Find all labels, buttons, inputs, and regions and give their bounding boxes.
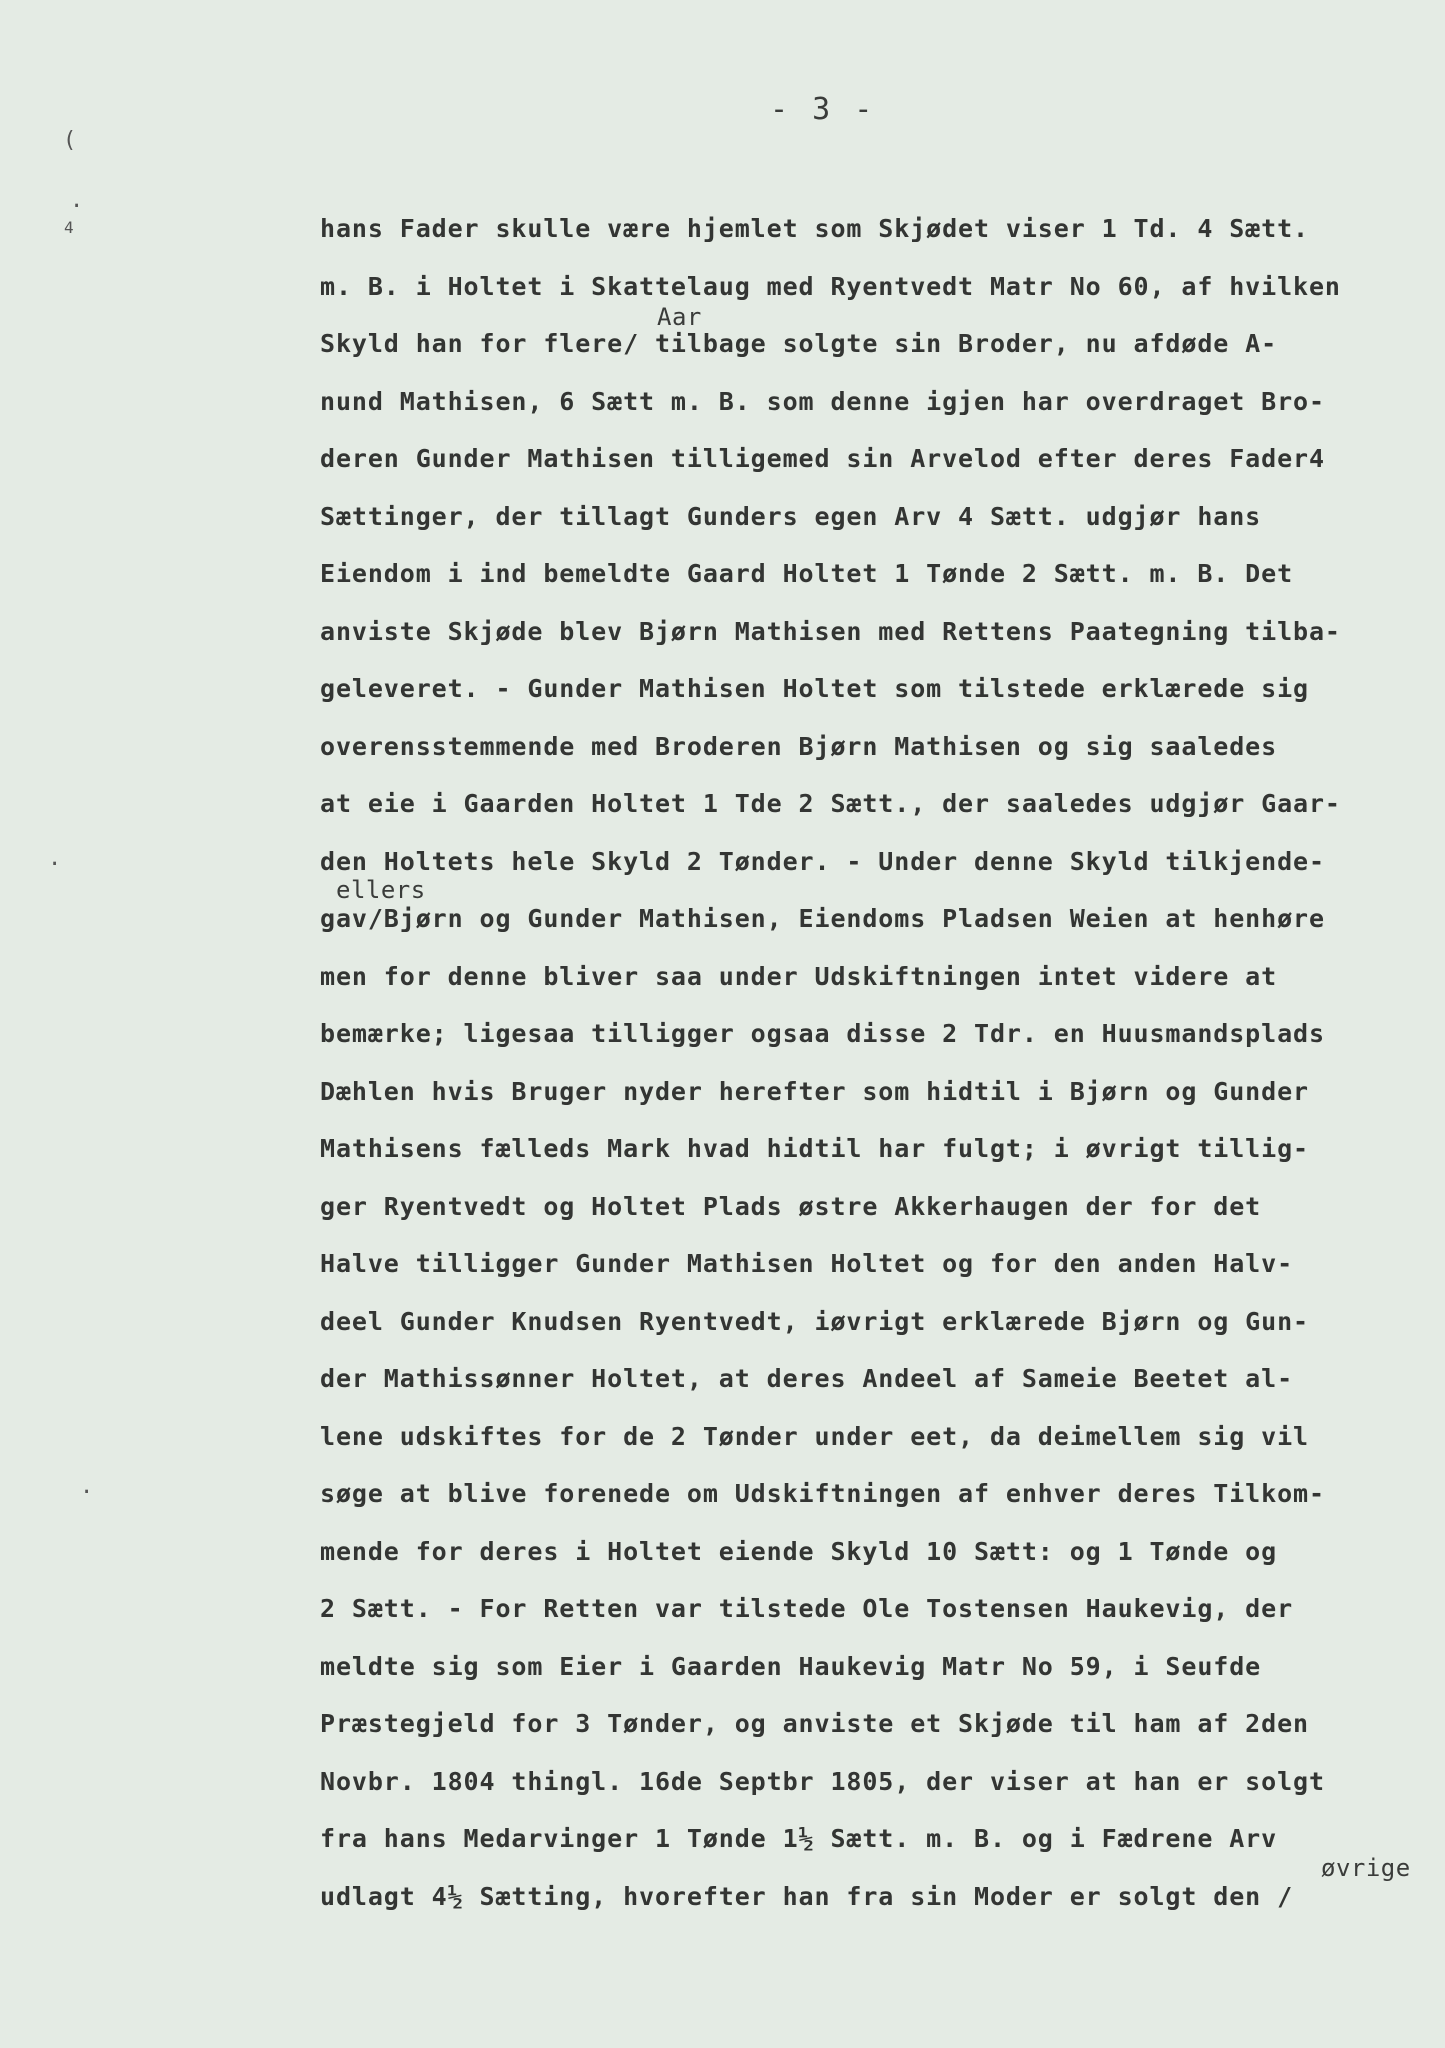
line-text: Skyld han for flere/ tilbage solgte sin Broder, nu afdøde A- <box>320 329 1278 358</box>
line-text: udlagt 4½ Sætting, hvorefter han fra sin Moder er solgt den / <box>320 1881 1294 1911</box>
typed-text-body <box>320 200 1430 1925</box>
page-number: - 3 - <box>770 92 876 127</box>
text-line: 2 Sætt. - For Retten var tilstede Ole Tostensen Haukevig, der <box>320 1594 1294 1623</box>
text-line: Novbr. 1804 thingl. 16de Septbr 1805, der viser at han er solgt <box>320 1766 1325 1796</box>
text-line: deren Gunder Mathisen tilligemed sin Arvelod efter deres Fader4 <box>320 444 1325 473</box>
text-line: Eiendom i ind bemeldte Gaard Holtet 1 Tønde 2 Sætt. m. B. Det <box>320 559 1294 588</box>
text-line: Sættinger, der tillagt Gunders egen Arv 4 Sætt. udgjør hans <box>320 501 1262 531</box>
text-line: søge at blive forenede om Udskiftningen af enhver deres Tilkom- <box>320 1479 1325 1508</box>
text-line-with-insertion <box>320 303 1430 373</box>
text-line: Præstegjeld for 3 Tønder, og anviste et Skjøde til ham af 2den <box>320 1709 1309 1738</box>
text-line: nund Mathisen, 6 Sætt m. B. som denne igjen har overdraget Bro- <box>320 386 1325 416</box>
interlinear-insertion: ellers <box>336 876 426 904</box>
margin-mark: ( <box>63 128 77 153</box>
text-line-with-insertion <box>320 1853 1430 1926</box>
text-line: fra hans Medarvinger 1 Tønde 1½ Sætt. m. B. og i Fædrene Arv <box>320 1824 1278 1853</box>
margin-mark: · <box>48 852 62 877</box>
text-line: men for denne bliver saa under Udskiftningen intet videre at <box>320 961 1278 991</box>
text-line: overensstemmende med Broderen Bjørn Mathisen og sig saaledes <box>320 731 1278 761</box>
line-text: gav/Bjørn og Gunder Mathisen, Eiendoms Pladsen Weien at henhøre <box>320 904 1325 933</box>
text-line: mende for deres i Holtet eiende Skyld 10 Sætt: og 1 Tønde og <box>320 1536 1278 1566</box>
text-line: Dæhlen hvis Bruger nyder herefter som hidtil i Bjørn og Gunder <box>320 1076 1309 1106</box>
interlinear-insertion: Aar <box>657 303 702 331</box>
interlinear-insertion: øvrige <box>1321 1853 1411 1882</box>
text-line: anviste Skjøde blev Bjørn Mathisen med Rettens Paategning tilba- <box>320 616 1341 646</box>
text-line: Mathisens fælleds Mark hvad hidtil har fulgt; i øvrigt tillig- <box>320 1134 1309 1163</box>
margin-mark: 4 <box>64 218 74 237</box>
text-line: m. B. i Holtet i Skattelaug med Ryentvedt Matr No 60, af hvilken <box>320 271 1341 301</box>
text-line: der Mathissønner Holtet, at deres Andeel af Sameie Beetet al- <box>320 1364 1294 1393</box>
text-line: Halve tilligger Gunder Mathisen Holtet og for den anden Halv- <box>320 1249 1294 1278</box>
text-line: meldte sig som Eier i Gaarden Haukevig Matr No 59, i Seufde <box>320 1651 1262 1681</box>
text-line: lene udskiftes for de 2 Tønder under eet, da deimellem sig vil <box>320 1421 1309 1451</box>
text-line: deel Gunder Knudsen Ryentvedt, iøvrigt erklærede Bjørn og Gun- <box>320 1306 1309 1336</box>
margin-mark: . <box>70 188 84 213</box>
text-line: hans Fader skulle være hjemlet som Skjødet viser 1 Td. 4 Sætt. <box>320 214 1309 243</box>
margin-mark: · <box>80 1480 94 1505</box>
text-line: den Holtets hele Skyld 2 Tønder. - Under denne Skyld tilkjende- <box>320 846 1325 876</box>
text-line: ger Ryentvedt og Holtet Plads østre Akkerhaugen der for det <box>320 1191 1262 1221</box>
text-line: bemærke; ligesaa tilligger ogsaa disse 2 Tdr. en Huusmandsplads <box>320 1019 1325 1048</box>
text-line: at eie i Gaarden Holtet 1 Tde 2 Sætt., der saaledes udgjør Gaar- <box>320 789 1341 818</box>
text-line-with-insertion <box>320 876 1430 948</box>
text-line: geleveret. - Gunder Mathisen Holtet som tilstede erklærede sig <box>320 674 1309 703</box>
